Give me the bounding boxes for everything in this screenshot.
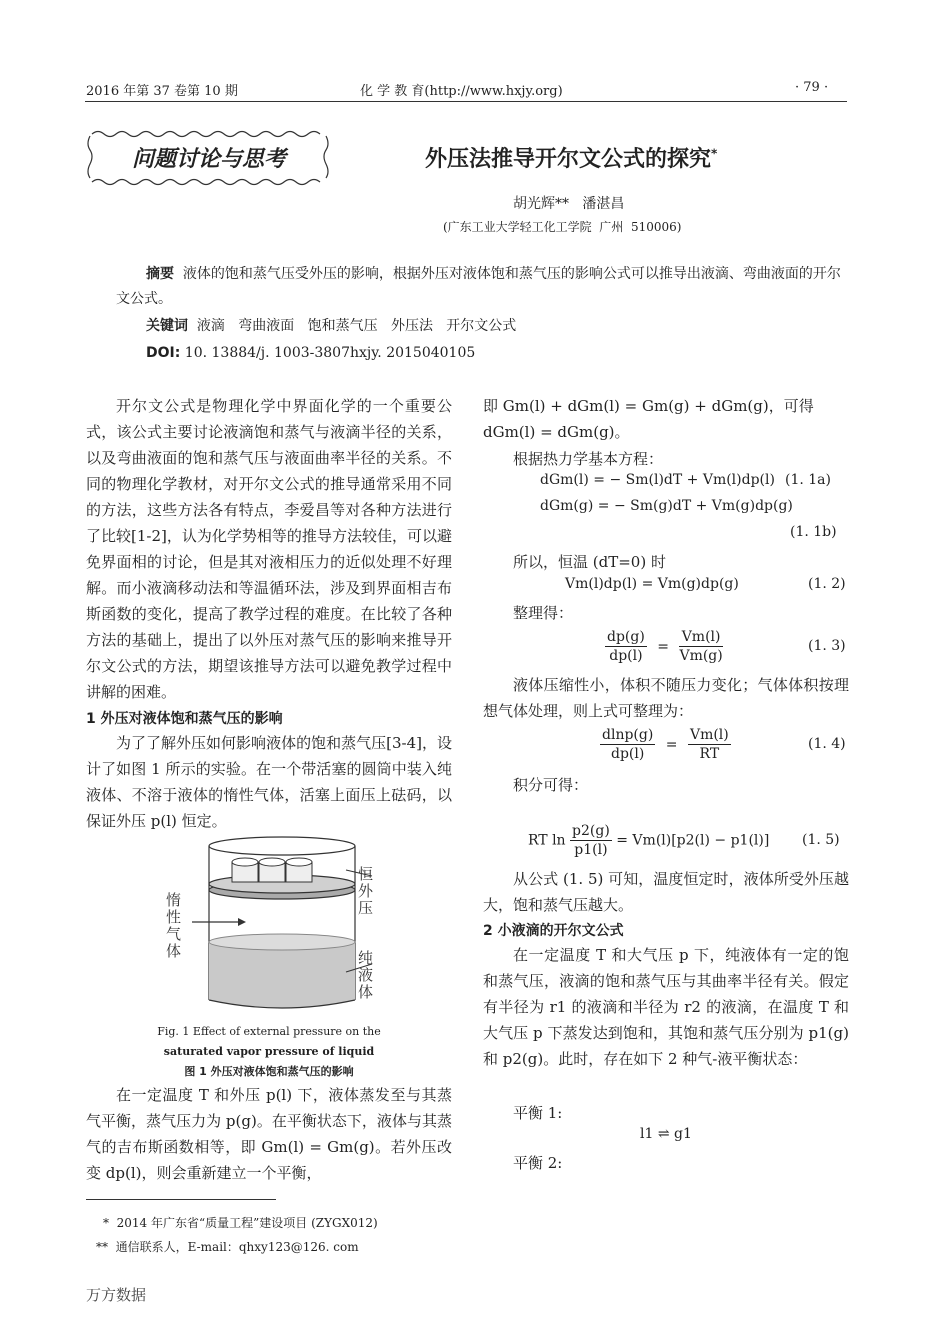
- section-1-paragraph-1: 为了了解外压如何影响液体的饱和蒸气压[3-4]，设计了如图 1 所示的实验。在一个带活塞的圆筒中装入纯液体、不溶于液体的惰性气体，活塞上面压上砝码，以保证外压 p(l) 恒定。: [86, 734, 452, 830]
- eq3-rhs: [679, 628, 722, 665]
- right-line-5: 整理得：: [513, 604, 574, 622]
- caption-en-line-1: Fig. 1 Effect of external pressure on the: [157, 1025, 381, 1038]
- abstract: [116, 262, 848, 366]
- keywords-text: 液滴 弯曲液面 饱和蒸气压 外压法 开尔文公式: [196, 318, 517, 334]
- equation-1-5-number: (1. 5): [802, 832, 840, 848]
- affiliation: (广东工业大学轻工化工学院 广州 510006): [443, 220, 682, 234]
- section-1-paragraph-2: 在一定温度 T 和外压 p(l) 下，液体蒸发至与其蒸气平衡，蒸气压力为 p(g)。在平衡状态下，液体与其蒸气的吉布斯函数相等，即 Gm(l) = Gm(g)。若外压改变 dp(l)，则会重新建立一个平衡，: [86, 1086, 452, 1182]
- caption-cn: 图 1 外压对液体饱和蒸气压的影响: [184, 1065, 354, 1078]
- eq3-lhs-den: dp(l): [609, 648, 643, 664]
- abstract-paragraph: [116, 262, 848, 312]
- equation-1-1b-number: (1. 1b): [790, 524, 837, 540]
- equilibrium-1-label: 平衡 1:: [513, 1104, 563, 1122]
- section-2-paragraph: 在一定温度 T 和大气压 p 下，纯液体有一定的饱和蒸气压，液滴的饱和蒸气压与其曲率半径有关。假定有半径为 r1 的液滴和半径为 r2 的液滴，在温度 T 和大气压 p 下蒸发达到饱和，其饱和蒸气压分别为 p1(g) 和 p2(g)。此时，存在如下 2 种气-液平衡状态：: [483, 946, 849, 1068]
- section-2-heading: 2 小液滴的开尔文公式: [483, 923, 624, 939]
- figure-1: [150, 832, 410, 1017]
- article-title-text: 外压法推导开尔文公式的探究: [425, 147, 712, 172]
- column-badge: [86, 128, 332, 188]
- eq4-equals: =: [665, 736, 678, 753]
- equation-1-4-number: (1. 4): [808, 736, 846, 752]
- header-rule: [85, 101, 847, 102]
- eq4-rhs-num: Vm(l): [689, 727, 729, 743]
- equation-1-3: [605, 628, 723, 665]
- intro-paragraph: 开尔文公式是物理化学中界面化学的一个重要公式，该公式主要讨论液滴饱和蒸气与液滴半径的关系，以及弯曲液面的饱和蒸气压与液面曲率半径的关系。不同的物理化学教材，对开尔文公式的推导通常采用不同的方法，这些方法各有特点，李爱昌等对各种方法进行了比较[1-2]，认为化学势相等的推导方法较佳，可以避免界面相的讨论，但是其对液相压力的近似处理不好理解。而小液滴移动法和等温循环法，涉及到界面相吉布斯函数的变化，提高了教学过程的难度。在比较了各种方法的基础上，提出了以外压对蒸气压的影响来推导开尔文公式的方法，期望该推导方法可以避免教学过程中讲解的困难。: [86, 397, 452, 701]
- equation-1-3-number: (1. 3): [808, 638, 846, 654]
- eq3-equals: =: [657, 638, 669, 655]
- equation-1-2: Vm(l)dp(l) = Vm(g)dp(g): [565, 576, 739, 592]
- doi-label: DOI:: [146, 345, 181, 361]
- equation-1-1a-number: (1. 1a): [785, 472, 831, 488]
- right-line-7: 积分可得：: [513, 776, 589, 794]
- right-line-4: 所以，恒温 (dT=0) 时: [513, 553, 666, 571]
- authors: 胡光辉** 潘湛昌: [513, 196, 625, 212]
- eq3-rhs-num: Vm(l): [679, 628, 722, 647]
- eq5-num: p2(g): [572, 823, 610, 839]
- journal-issue: 2016 年第 37 卷第 10 期: [86, 84, 238, 99]
- eq5-rhs: = Vm(l)[p2(l) − p1(l)]: [616, 832, 770, 849]
- label-pure-liquid: 纯液体: [358, 949, 374, 1001]
- eq5-den: p1(l): [574, 842, 608, 858]
- equation-1-2-number: (1. 2): [808, 576, 846, 592]
- eq4-lhs: [600, 726, 655, 763]
- footnote-funding: * 2014 年广东省“质量工程”建设项目 (ZYGX012): [103, 1216, 378, 1230]
- caption-en-line-2: saturated vapor pressure of liquid: [163, 1045, 375, 1058]
- doi-text: 10. 13884/j. 1003-3807hxjy. 2015040105: [184, 345, 476, 361]
- eq3-rhs-den: Vm(g): [679, 648, 723, 664]
- eq5-fraction: [570, 822, 612, 859]
- abstract-text: 液体的饱和蒸气压受外压的影响，根据外压对液体饱和蒸气压的影响公式可以推导出液滴、弯曲液面的开尔文公式。: [116, 266, 841, 307]
- equilibrium-2-label: 平衡 2:: [513, 1154, 563, 1172]
- eq5-prefix: RT ln: [528, 832, 566, 849]
- abstract-label: 摘要: [146, 266, 174, 282]
- equation-1-1a: dGm(l) = − Sm(l)dT + Vm(l)dp(l): [540, 472, 775, 488]
- right-line-3: 根据热力学基本方程：: [513, 450, 664, 468]
- right-paragraph-compressibility: 液体压缩性小，体积不随压力变化；气体体积按理想气体处理，则上式可整理为：: [483, 676, 849, 720]
- equation-1-1b: dGm(g) = − Sm(g)dT + Vm(g)dp(g): [540, 498, 793, 514]
- equilibrium-1-formula: l1 ⇌ g1: [640, 1126, 692, 1142]
- equation-1-5: [528, 822, 769, 859]
- right-line-1: 即 Gm(l) + dGm(l) = Gm(g) + dGm(g)，可得: [483, 397, 814, 415]
- footnote-rule: [86, 1199, 276, 1200]
- label-inert-gas: 惰性气体: [166, 891, 182, 960]
- equation-1-4: [600, 726, 731, 763]
- right-paragraph-conclusion: 从公式 (1. 5) 可知，温度恒定时，液体所受外压越大，饱和蒸气压越大。: [483, 870, 849, 914]
- eq4-rhs: [688, 726, 731, 763]
- section-1-heading: 1 外压对液体饱和蒸气压的影响: [86, 711, 283, 727]
- label-constant-pressure: 恒外压: [358, 865, 374, 917]
- page-number: · 79 ·: [795, 80, 829, 95]
- eq3-lhs: [605, 628, 647, 665]
- eq4-lhs-den: dp(l): [610, 746, 645, 762]
- eq3-lhs-num: dp(g): [607, 629, 645, 645]
- title-footnote-mark: *: [711, 146, 718, 161]
- doi: [146, 341, 848, 366]
- keywords: [146, 314, 848, 339]
- watermark: 万方数据: [86, 1286, 147, 1304]
- journal-name: 化 学 教 育(http://www.hxjy.org): [360, 84, 563, 99]
- badge-text: 问题讨论与思考: [131, 147, 286, 172]
- figure-1-caption: [86, 1022, 452, 1082]
- right-line-2: dGm(l) = dGm(g)。: [483, 423, 630, 441]
- keywords-label: 关键词: [146, 318, 188, 334]
- article-title: [425, 142, 717, 173]
- eq4-lhs-num: dlnp(g): [602, 727, 654, 743]
- eq4-rhs-den: RT: [699, 746, 720, 762]
- footnote-contact: ** 通信联系人，E-mail：qhxy123@126. com: [96, 1240, 359, 1254]
